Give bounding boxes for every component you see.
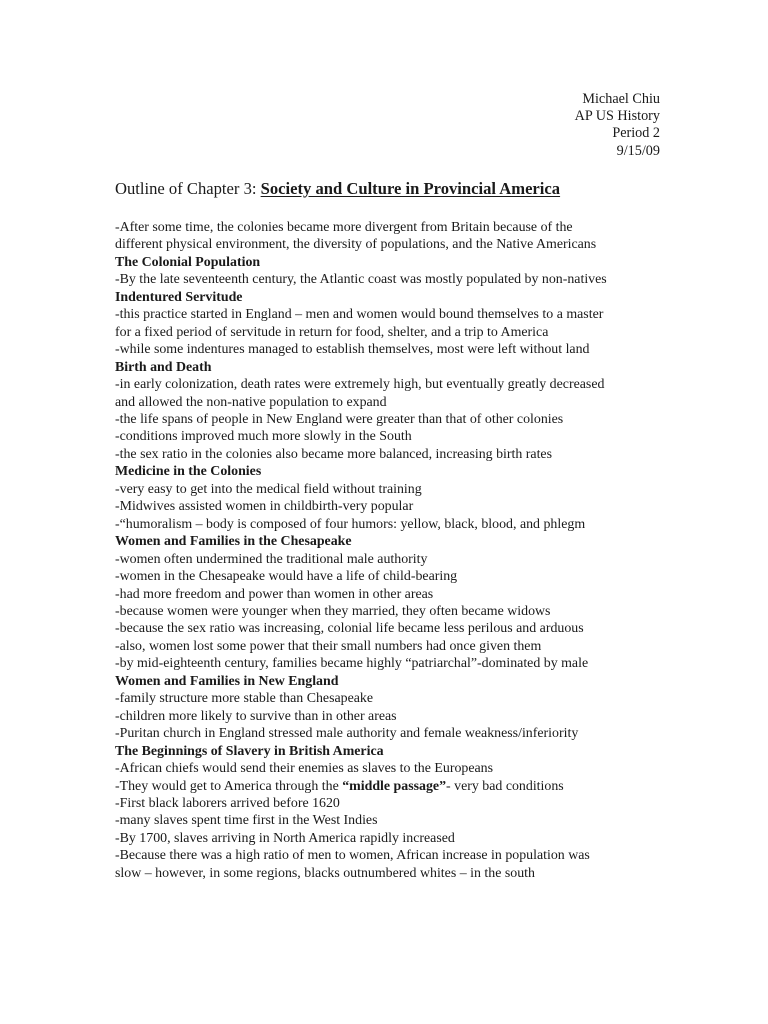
outline-line: -family structure more stable than Chesapeake bbox=[115, 691, 374, 707]
outline-line: for a fixed period of servitude in return for food, shelter, and a trip to America bbox=[115, 324, 549, 340]
outline-line: -because the sex ratio was increasing, colonial life became less perilous and arduous bbox=[115, 621, 584, 637]
section-heading-colonial-population: The Colonial Population bbox=[115, 254, 261, 270]
outline-line: -had more freedom and power than women in other areas bbox=[115, 586, 434, 602]
intro-line: different physical environment, the diversity of populations, and the Native Americans bbox=[115, 237, 597, 253]
outline-line-middle-passage bbox=[115, 778, 675, 795]
outline-line: -Midwives assisted women in childbirth-very popular bbox=[115, 499, 414, 515]
section-heading-new-england-families: Women and Families in New England bbox=[115, 673, 339, 689]
outline-line: -By 1700, slaves arriving in North America rapidly increased bbox=[115, 830, 455, 846]
outline-line: -while some indentures managed to establish themselves, most were left without land bbox=[115, 342, 590, 358]
class-period: Period 2 bbox=[612, 125, 660, 142]
outline-line: -in early colonization, death rates were extremely high, but eventually greatly decreased bbox=[115, 377, 605, 393]
outline-line: -women often undermined the traditional male authority bbox=[115, 551, 428, 567]
outline-line: slow – however, in some regions, blacks outnumbered whites – in the south bbox=[115, 865, 535, 881]
outline-line: -conditions improved much more slowly in the South bbox=[115, 429, 412, 445]
outline-line: -this practice started in England – men and women would bound themselves to a master bbox=[115, 307, 604, 323]
section-heading-chesapeake-families: Women and Families in the Chesapeake bbox=[115, 534, 352, 550]
outline-line: and allowed the non-native population to expand bbox=[115, 394, 387, 410]
outline-line: -By the late seventeenth century, the Atlantic coast was mostly populated by non-natives bbox=[115, 272, 607, 288]
outline-line: -also, women lost some power that their small numbers had once given them bbox=[115, 638, 542, 654]
middle-passage-term: “middle passage” bbox=[342, 778, 447, 794]
outline-line: -by mid-eighteenth century, families became highly “patriarchal”-dominated by male bbox=[115, 656, 589, 672]
title-subject: Society and Culture in Provincial America bbox=[260, 179, 561, 198]
outline-line: -women in the Chesapeake would have a life of child-bearing bbox=[115, 569, 458, 585]
outline-line: -the sex ratio in the colonies also became more balanced, increasing birth rates bbox=[115, 446, 552, 462]
outline-line: -“humoralism – body is composed of four humors: yellow, black, blood, and phlegm bbox=[115, 516, 586, 532]
section-heading-indentured-servitude: Indentured Servitude bbox=[115, 289, 243, 305]
outline-line: -Because there was a high ratio of men to women, African increase in population was bbox=[115, 848, 590, 864]
outline-line: -Puritan church in England stressed male authority and female weakness/inferiority bbox=[115, 726, 579, 742]
outline-line: -the life spans of people in New England were greater than that of other colonies bbox=[115, 411, 564, 427]
outline-body bbox=[115, 219, 675, 882]
outline-line: -First black laborers arrived before 1620 bbox=[115, 795, 340, 811]
title-prefix: Outline of Chapter 3: bbox=[115, 179, 261, 198]
outline-line: -African chiefs would send their enemies as slaves to the Europeans bbox=[115, 761, 494, 777]
intro-line: -After some time, the colonies became more divergent from Britain because of the bbox=[115, 220, 573, 235]
section-heading-slavery: The Beginnings of Slavery in British America bbox=[115, 743, 384, 759]
page-title bbox=[115, 179, 560, 199]
student-name: Michael Chiu bbox=[582, 91, 660, 107]
course-name: AP US History bbox=[574, 108, 660, 125]
outline-line: -very easy to get into the medical field without training bbox=[115, 481, 422, 497]
line-text: - very bad conditions bbox=[446, 778, 564, 794]
section-heading-birth-and-death: Birth and Death bbox=[115, 359, 212, 375]
document-date: 9/15/09 bbox=[616, 142, 660, 159]
outline-line: -children more likely to survive than in other areas bbox=[115, 708, 397, 724]
section-heading-medicine: Medicine in the Colonies bbox=[115, 464, 262, 480]
line-text: -They would get to America through the bbox=[115, 778, 343, 794]
outline-line: -many slaves spent time first in the West Indies bbox=[115, 813, 378, 829]
outline-line: -because women were younger when they married, they often became widows bbox=[115, 603, 551, 619]
student-header bbox=[575, 91, 660, 160]
